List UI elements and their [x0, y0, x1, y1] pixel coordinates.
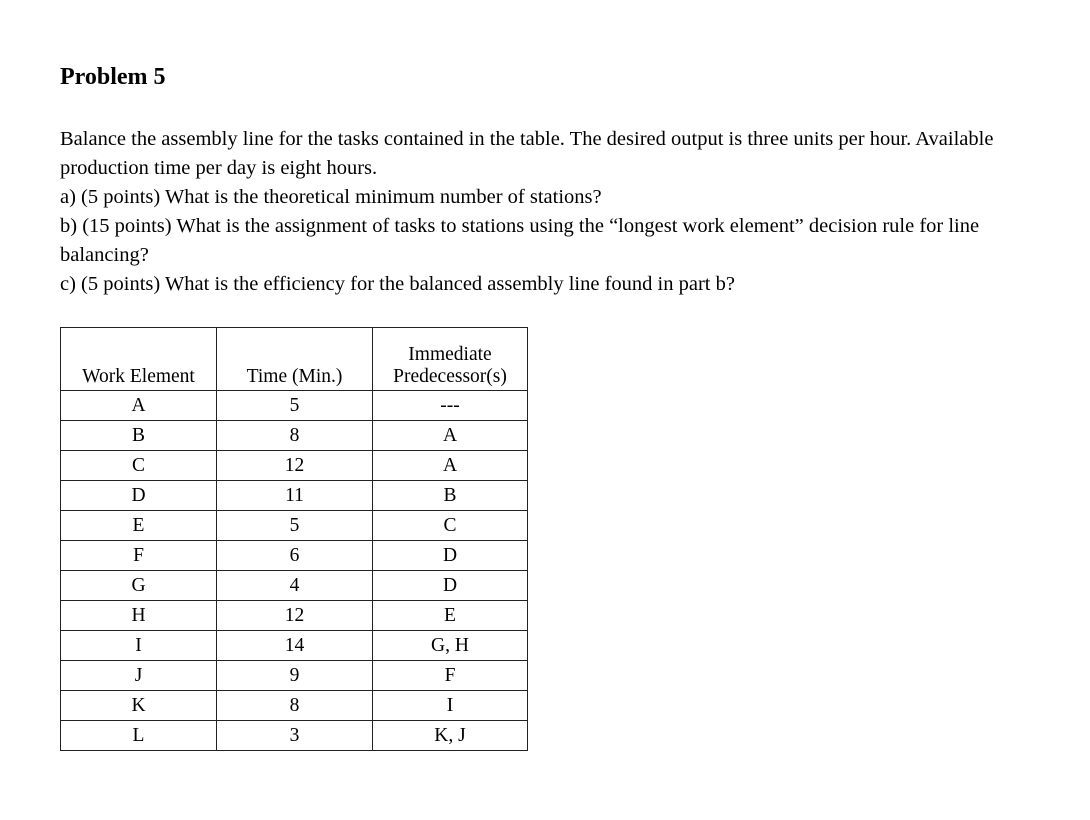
- problem-intro: Balance the assembly line for the tasks contained in the table. The desired output is three units per hour. Available production time per day is eight hours.: [60, 128, 994, 179]
- cell-time: 6: [217, 541, 373, 571]
- cell-predecessors: ---: [373, 391, 528, 421]
- cell-element: F: [61, 541, 217, 571]
- table-row: [61, 481, 528, 511]
- cell-predecessors: E: [373, 601, 528, 631]
- work-element-table: [60, 327, 528, 751]
- cell-time: 9: [217, 661, 373, 691]
- cell-predecessors: A: [373, 421, 528, 451]
- question-a: a) (5 points) What is the theoretical minimum number of stations?: [60, 186, 602, 208]
- cell-predecessors: K, J: [373, 721, 528, 751]
- cell-element: J: [61, 661, 217, 691]
- cell-element: E: [61, 511, 217, 541]
- cell-element: C: [61, 451, 217, 481]
- cell-predecessors: F: [373, 661, 528, 691]
- cell-predecessors: D: [373, 571, 528, 601]
- cell-time: 12: [217, 601, 373, 631]
- cell-time: 14: [217, 631, 373, 661]
- cell-predecessors: I: [373, 691, 528, 721]
- cell-element: B: [61, 421, 217, 451]
- cell-element: L: [61, 721, 217, 751]
- table-row: [61, 391, 528, 421]
- table-row: [61, 421, 528, 451]
- problem-title: Problem 5: [60, 64, 166, 90]
- problem-statement: [60, 125, 1070, 299]
- question-b: b) (15 points) What is the assignment of tasks to stations using the “longest work element” decision rule for line balancing?: [60, 215, 980, 266]
- cell-element: A: [61, 391, 217, 421]
- cell-time: 12: [217, 451, 373, 481]
- cell-time: 5: [217, 511, 373, 541]
- table-row: [61, 721, 528, 751]
- cell-time: 8: [217, 691, 373, 721]
- header-predecessors: Immediate Predecessor(s): [373, 328, 528, 391]
- table-row: [61, 511, 528, 541]
- cell-time: 5: [217, 391, 373, 421]
- cell-time: 4: [217, 571, 373, 601]
- cell-predecessors: G, H: [373, 631, 528, 661]
- table-row: [61, 691, 528, 721]
- cell-predecessors: B: [373, 481, 528, 511]
- cell-element: I: [61, 631, 217, 661]
- cell-predecessors: D: [373, 541, 528, 571]
- cell-time: 8: [217, 421, 373, 451]
- table-row: [61, 631, 528, 661]
- table-row: [61, 661, 528, 691]
- cell-time: 3: [217, 721, 373, 751]
- cell-predecessors: C: [373, 511, 528, 541]
- cell-predecessors: A: [373, 451, 528, 481]
- cell-element: D: [61, 481, 217, 511]
- table-header-row: [61, 328, 528, 391]
- cell-element: G: [61, 571, 217, 601]
- cell-time: 11: [217, 481, 373, 511]
- table-row: [61, 571, 528, 601]
- header-work-element: Work Element: [61, 328, 217, 391]
- cell-element: K: [61, 691, 217, 721]
- table-row: [61, 601, 528, 631]
- question-c: c) (5 points) What is the efficiency for the balanced assembly line found in part b?: [60, 273, 735, 295]
- cell-element: H: [61, 601, 217, 631]
- table-row: [61, 541, 528, 571]
- table-row: [61, 451, 528, 481]
- header-time: Time (Min.): [217, 328, 373, 391]
